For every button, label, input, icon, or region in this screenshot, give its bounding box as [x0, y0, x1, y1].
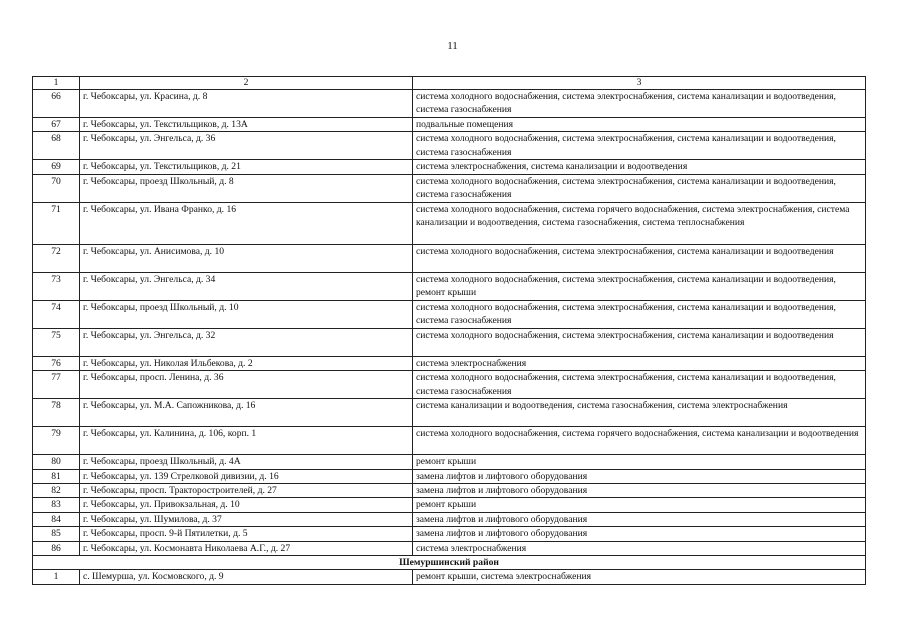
- table-row: [33, 356, 866, 370]
- row-address-cell: г. Чебоксары, ул. Ивана Франко, д. 16: [80, 202, 413, 244]
- table-row: [33, 118, 866, 132]
- row-address-cell: г. Чебоксары, ул. Космонавта Николаева А.Г., д. 27: [80, 541, 413, 555]
- row-works-cell: система канализации и водоотведения, система газоснабжения, система электроснабжения: [413, 399, 866, 427]
- table-row: [33, 570, 866, 584]
- row-number-cell: 86: [33, 541, 80, 555]
- row-works-cell: система электроснабжения: [413, 356, 866, 370]
- table-row: [33, 371, 866, 399]
- table-row: [33, 160, 866, 174]
- table-row: [33, 498, 866, 512]
- table-row: [33, 202, 866, 244]
- row-number-cell: 68: [33, 132, 80, 160]
- row-number-cell: 71: [33, 202, 80, 244]
- row-works-cell: ремонт крыши: [413, 498, 866, 512]
- table-header-row: [33, 77, 866, 90]
- row-works-cell: система холодного водоснабжения, система электроснабжения, система канализации и водоотведения: [413, 244, 866, 272]
- row-works-cell: подвальные помещения: [413, 118, 866, 132]
- registry-table-body: [33, 77, 866, 585]
- row-address-cell: г. Чебоксары, ул. М.А. Сапожникова, д. 16: [80, 399, 413, 427]
- row-works-cell: система электроснабжения: [413, 541, 866, 555]
- row-works-cell: система холодного водоснабжения, система горячего водоснабжения, система канализации и водоотведения: [413, 427, 866, 455]
- row-number-cell: 67: [33, 118, 80, 132]
- table-row: [33, 399, 866, 427]
- table-row: [33, 455, 866, 469]
- row-works-cell: система холодного водоснабжения, система электроснабжения, система канализации и водоотведения, система газоснабжения: [413, 132, 866, 160]
- row-number-cell: 81: [33, 469, 80, 483]
- table-row: [33, 300, 866, 328]
- row-works-cell: ремонт крыши: [413, 455, 866, 469]
- table-row: [33, 174, 866, 202]
- row-works-cell: система холодного водоснабжения, система электроснабжения, система канализации и водоотведения, система газоснабжения: [413, 371, 866, 399]
- table-row: [33, 527, 866, 541]
- row-address-cell: г. Чебоксары, ул. Николая Ильбекова, д. 2: [80, 356, 413, 370]
- row-number-cell: 70: [33, 174, 80, 202]
- table-row: [33, 512, 866, 526]
- registry-table: [32, 76, 866, 585]
- row-works-cell: система холодного водоснабжения, система горячего водоснабжения, система электроснабжения, система канализации и водоотведения, система газоснабжения, система теплоснабжения: [413, 202, 866, 244]
- row-works-cell: ремонт крыши, система электроснабжения: [413, 570, 866, 584]
- row-works-cell: система холодного водоснабжения, система электроснабжения, система канализации и водоотведения: [413, 328, 866, 356]
- row-address-cell: г. Чебоксары, ул. Энгельса, д. 34: [80, 272, 413, 300]
- row-address-cell: г. Чебоксары, ул. Калинина, д. 106, корп. 1: [80, 427, 413, 455]
- table-row: [33, 484, 866, 498]
- row-number-cell: 69: [33, 160, 80, 174]
- row-works-cell: замена лифтов и лифтового оборудования: [413, 484, 866, 498]
- row-works-cell: система холодного водоснабжения, система электроснабжения, система канализации и водоотведения, система газоснабжения: [413, 174, 866, 202]
- row-works-cell: система электроснабжения, система канализации и водоотведения: [413, 160, 866, 174]
- column-header-works: 3: [413, 77, 866, 90]
- row-address-cell: г. Чебоксары, ул. Шумилова, д. 37: [80, 512, 413, 526]
- row-number-cell: 85: [33, 527, 80, 541]
- table-row: [33, 272, 866, 300]
- row-number-cell: 1: [33, 570, 80, 584]
- row-address-cell: г. Чебоксары, ул. Текстильщиков, д. 21: [80, 160, 413, 174]
- row-works-cell: замена лифтов и лифтового оборудования: [413, 512, 866, 526]
- row-number-cell: 77: [33, 371, 80, 399]
- table-row: [33, 469, 866, 483]
- page-number: 11: [447, 40, 458, 52]
- row-address-cell: г. Чебоксары, проезд Школьный, д. 8: [80, 174, 413, 202]
- table-row: [33, 328, 866, 356]
- table-row: [33, 244, 866, 272]
- column-header-address: 2: [80, 77, 413, 90]
- row-number-cell: 76: [33, 356, 80, 370]
- row-number-cell: 83: [33, 498, 80, 512]
- row-number-cell: 78: [33, 399, 80, 427]
- row-address-cell: г. Чебоксары, проезд Школьный, д. 4А: [80, 455, 413, 469]
- row-address-cell: г. Чебоксары, просп. 9-й Пятилетки, д. 5: [80, 527, 413, 541]
- row-address-cell: г. Чебоксары, ул. Текстильщиков, д. 13А: [80, 118, 413, 132]
- row-works-cell: система холодного водоснабжения, система электроснабжения, система канализации и водоотведения, система газоснабжения: [413, 90, 866, 118]
- row-number-cell: 82: [33, 484, 80, 498]
- row-address-cell: г. Чебоксары, просп. Ленина, д. 36: [80, 371, 413, 399]
- row-number-cell: 73: [33, 272, 80, 300]
- table-row: [33, 132, 866, 160]
- column-header-number: 1: [33, 77, 80, 90]
- row-address-cell: г. Чебоксары, проезд Школьный, д. 10: [80, 300, 413, 328]
- row-number-cell: 72: [33, 244, 80, 272]
- section-header-row: [33, 556, 866, 570]
- table-row: [33, 427, 866, 455]
- row-works-cell: система холодного водоснабжения, система электроснабжения, система канализации и водоотведения, система газоснабжения: [413, 300, 866, 328]
- row-address-cell: г. Чебоксары, ул. Анисимова, д. 10: [80, 244, 413, 272]
- row-works-cell: замена лифтов и лифтового оборудования: [413, 469, 866, 483]
- row-number-cell: 79: [33, 427, 80, 455]
- row-address-cell: г. Чебоксары, ул. Энгельса, д. 32: [80, 328, 413, 356]
- row-address-cell: г. Чебоксары, ул. Привокзальная, д. 10: [80, 498, 413, 512]
- row-address-cell: г. Чебоксары, ул. 139 Стрелковой дивизии, д. 16: [80, 469, 413, 483]
- table-row: [33, 541, 866, 555]
- row-works-cell: замена лифтов и лифтового оборудования: [413, 527, 866, 541]
- row-address-cell: г. Чебоксары, ул. Энгельса, д. 36: [80, 132, 413, 160]
- row-number-cell: 66: [33, 90, 80, 118]
- row-number-cell: 84: [33, 512, 80, 526]
- row-number-cell: 80: [33, 455, 80, 469]
- section-title: Шемуршинский район: [33, 556, 866, 570]
- row-number-cell: 74: [33, 300, 80, 328]
- row-number-cell: 75: [33, 328, 80, 356]
- row-works-cell: система холодного водоснабжения, система электроснабжения, система канализации и водоотведения, ремонт крыши: [413, 272, 866, 300]
- row-address-cell: г. Чебоксары, ул. Красина, д. 8: [80, 90, 413, 118]
- row-address-cell: с. Шемурша, ул. Космовского, д. 9: [80, 570, 413, 584]
- row-address-cell: г. Чебоксары, просп. Тракторостроителей, д. 27: [80, 484, 413, 498]
- table-row: [33, 90, 866, 118]
